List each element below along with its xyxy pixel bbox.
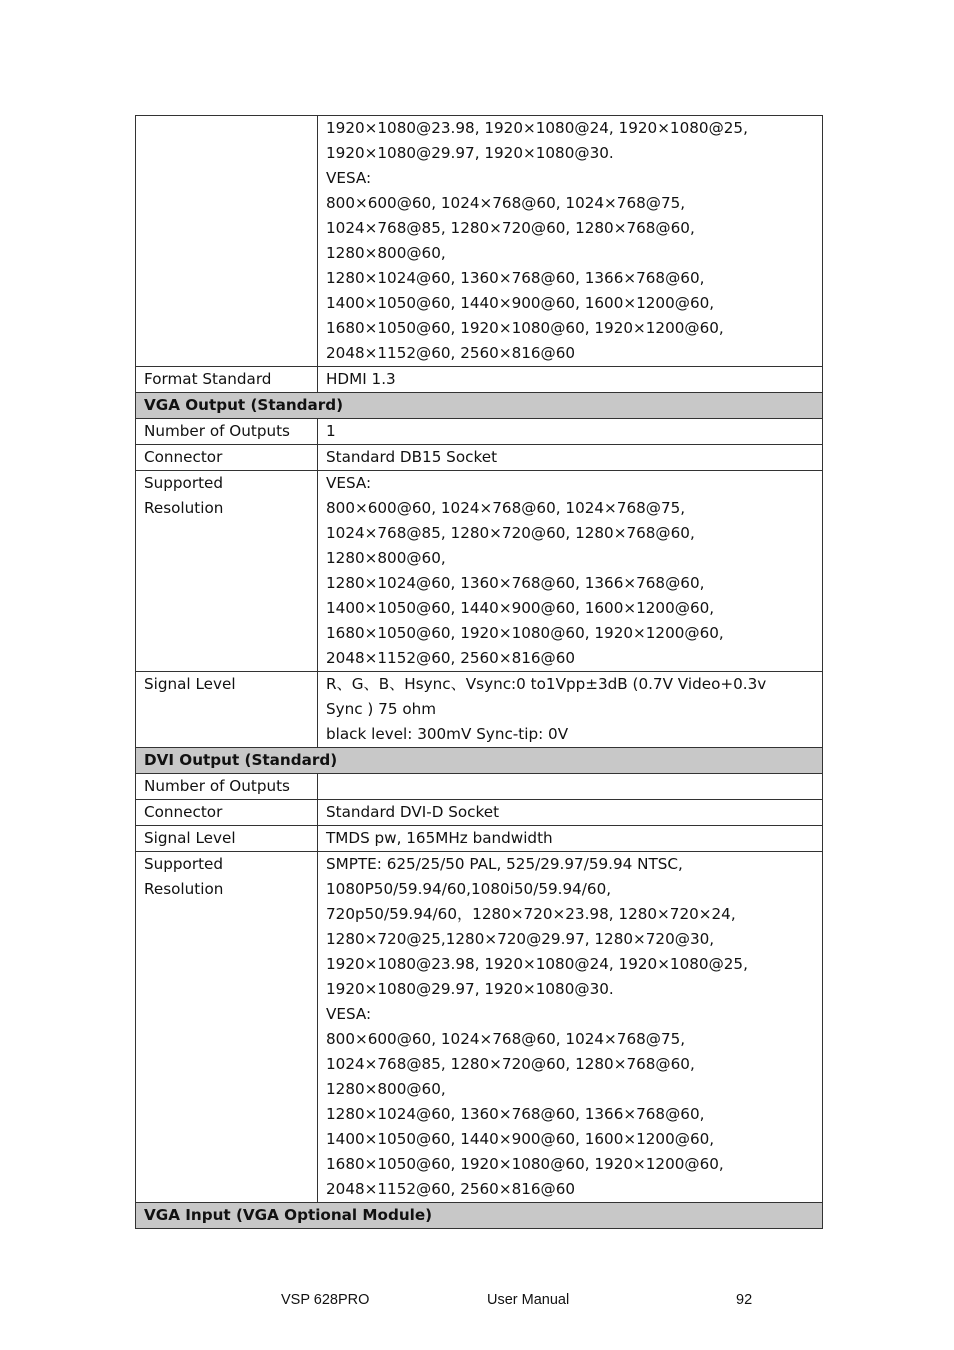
spec-value-line: 1920×1080@29.97, 1920×1080@30. (326, 144, 614, 162)
spec-value-line: 1024×768@85, 1280×720@60, 1280×768@60, (326, 219, 695, 237)
spec-label: Supported (144, 474, 224, 492)
spec-label: Connector (144, 448, 223, 466)
spec-value-line: Sync ) 75 ohm (326, 700, 437, 718)
spec-value-line: SMPTE: 625/25/50 PAL, 525/29.97/59.94 NTSC, (326, 855, 683, 873)
spec-label: Number of Outputs (144, 422, 290, 440)
spec-label: Signal Level (144, 675, 236, 693)
spec-label-cell (136, 419, 318, 445)
spec-value-line: VESA: (326, 169, 372, 187)
spec-label-cell (136, 826, 318, 852)
spec-value-line: 1280×800@60, (326, 1080, 446, 1098)
spec-value-cell (318, 826, 823, 852)
footer-doc-title: User Manual (487, 1292, 570, 1308)
spec-value-line: 1280×1024@60, 1360×768@60, 1366×768@60, (326, 269, 705, 287)
footer-product: VSP 628PRO (281, 1292, 370, 1308)
spec-label-cell (136, 672, 318, 748)
spec-label-cell (136, 800, 318, 826)
spec-row (136, 852, 823, 1203)
spec-value-line: R、G、B、Hsync、Vsync:0 to1Vpp±3dB (0.7V Video+0.3v (326, 675, 767, 693)
empty-value (326, 774, 814, 799)
spec-label-cell (136, 116, 318, 367)
spec-value-line: 1080P50/59.94/60,1080i50/59.94/60, (326, 880, 612, 898)
spec-label: Format Standard (144, 370, 272, 388)
spec-value-line: black level: 300mV Sync-tip: 0V (326, 725, 569, 743)
section-header: VGA Input (VGA Optional Module) (136, 1203, 823, 1229)
spec-value-line: 800×600@60, 1024×768@60, 1024×768@75, (326, 1030, 686, 1048)
section-header-row (136, 393, 823, 419)
spec-row (136, 672, 823, 748)
spec-value-line: 1280×1024@60, 1360×768@60, 1366×768@60, (326, 1105, 705, 1123)
spec-label: Connector (144, 803, 223, 821)
spec-value-cell (318, 800, 823, 826)
spec-value-line: 720p50/59.94/60，1280×720×23.98, 1280×720×24, (326, 905, 736, 923)
spec-value-line: TMDS pw, 165MHz bandwidth (326, 829, 553, 847)
spec-value-cell (318, 672, 823, 748)
spec-value-line: 1680×1050@60, 1920×1080@60, 1920×1200@60, (326, 319, 724, 337)
spec-value-line: VESA: (326, 474, 372, 492)
spec-value-cell (318, 445, 823, 471)
section-header-row (136, 748, 823, 774)
spec-label-cell (136, 774, 318, 800)
spec-value-line: 1280×1024@60, 1360×768@60, 1366×768@60, (326, 574, 705, 592)
spec-label: Resolution (144, 499, 224, 517)
spec-row (136, 116, 823, 367)
spec-label: Number of Outputs (144, 777, 290, 795)
spec-label: Resolution (144, 880, 224, 898)
spec-label-cell (136, 367, 318, 393)
spec-value-line: 1400×1050@60, 1440×900@60, 1600×1200@60, (326, 599, 715, 617)
spec-value-line: 1024×768@85, 1280×720@60, 1280×768@60, (326, 524, 695, 542)
section-header: VGA Output (Standard) (136, 393, 823, 419)
spec-value-line: 1920×1080@23.98, 1920×1080@24, 1920×1080@25, (326, 955, 748, 973)
footer-page-number: 92 (736, 1292, 753, 1308)
section-header-row (136, 1203, 823, 1229)
spec-value-cell (318, 471, 823, 672)
spec-value-line: 1400×1050@60, 1440×900@60, 1600×1200@60, (326, 294, 715, 312)
spec-row (136, 367, 823, 393)
spec-label-cell (136, 445, 318, 471)
spec-value-line: 1280×720@25,1280×720@29.97, 1280×720@30, (326, 930, 715, 948)
spec-value-line: 1920×1080@29.97, 1920×1080@30. (326, 980, 614, 998)
spec-table (135, 115, 823, 1229)
spec-value-line: Standard DB15 Socket (326, 448, 498, 466)
spec-value-line: 1280×800@60, (326, 244, 446, 262)
spec-value-line: 1400×1050@60, 1440×900@60, 1600×1200@60, (326, 1130, 715, 1148)
spec-value-line: 800×600@60, 1024×768@60, 1024×768@75, (326, 194, 686, 212)
spec-value-line: 800×600@60, 1024×768@60, 1024×768@75, (326, 499, 686, 517)
spec-value-line: 1680×1050@60, 1920×1080@60, 1920×1200@60, (326, 624, 724, 642)
spec-value-line: Standard DVI-D Socket (326, 803, 500, 821)
spec-value-cell (318, 419, 823, 445)
spec-value-line: HDMI 1.3 (326, 370, 396, 388)
spec-label-cell (136, 471, 318, 672)
spec-row (136, 800, 823, 826)
spec-value-cell (318, 367, 823, 393)
spec-value-line: 2048×1152@60, 2560×816@60 (326, 649, 576, 667)
spec-label: Supported (144, 855, 224, 873)
spec-value-line: 1680×1050@60, 1920×1080@60, 1920×1200@60, (326, 1155, 724, 1173)
spec-row (136, 445, 823, 471)
spec-label: Signal Level (144, 829, 236, 847)
spec-value-line: 1920×1080@23.98, 1920×1080@24, 1920×1080@25, (326, 119, 748, 137)
spec-row (136, 774, 823, 800)
spec-value-line: 1 (326, 422, 336, 440)
spec-value-cell (318, 116, 823, 367)
spec-table-body (136, 116, 823, 1229)
spec-value-line: 2048×1152@60, 2560×816@60 (326, 344, 576, 362)
spec-label-cell (136, 852, 318, 1203)
spec-row (136, 419, 823, 445)
spec-row (136, 471, 823, 672)
spec-value-line: 1024×768@85, 1280×720@60, 1280×768@60, (326, 1055, 695, 1073)
spec-value-cell (318, 774, 823, 800)
section-header: DVI Output (Standard) (136, 748, 823, 774)
spec-row (136, 826, 823, 852)
spec-value-cell (318, 852, 823, 1203)
spec-value-line: 1280×800@60, (326, 549, 446, 567)
spec-value-line: VESA: (326, 1005, 372, 1023)
spec-value-line: 2048×1152@60, 2560×816@60 (326, 1180, 576, 1198)
